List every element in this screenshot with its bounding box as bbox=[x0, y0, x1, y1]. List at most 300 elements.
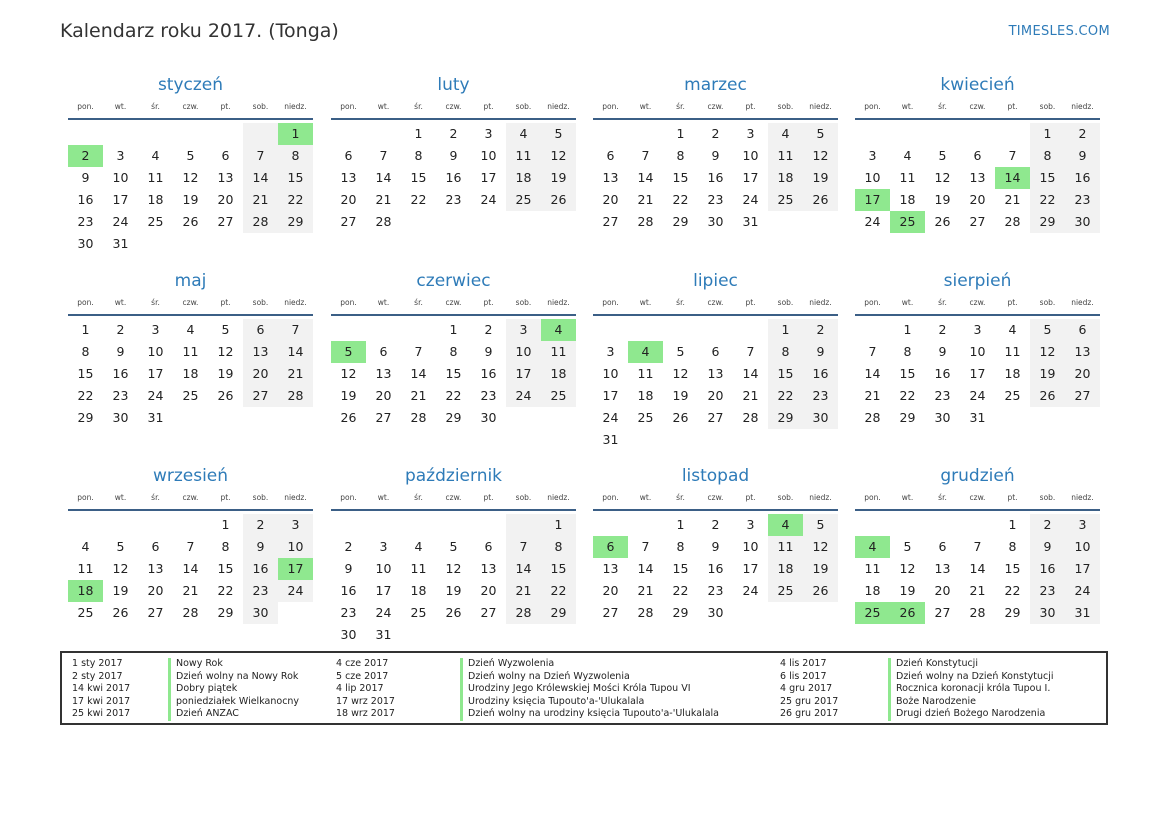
day-cell: 6 bbox=[151, 539, 160, 554]
weekday-header bbox=[593, 99, 838, 115]
day-cell: 29 bbox=[217, 605, 234, 620]
day-cell: 23 bbox=[934, 388, 951, 403]
weekday-label: sob. bbox=[252, 493, 269, 502]
empty-cell bbox=[768, 429, 803, 451]
weekday-label: pt. bbox=[745, 102, 756, 111]
legend-holiday-name: Dzień wolny na Dzień Wyzwolenia bbox=[460, 671, 719, 684]
day-cell: 19 bbox=[672, 388, 689, 403]
day-cell: 11 bbox=[864, 561, 881, 576]
legend-names-col-1 bbox=[168, 658, 299, 721]
day-cell: 31 bbox=[1065, 602, 1100, 624]
month-3 bbox=[593, 73, 838, 233]
day-cell: 27 bbox=[480, 605, 497, 620]
day-cell: 28 bbox=[1004, 214, 1021, 229]
day-cell: 3 bbox=[1065, 514, 1100, 536]
day-cell: 30 bbox=[77, 236, 94, 251]
holiday-day-cell: 2 bbox=[68, 145, 103, 167]
weekday-header bbox=[593, 295, 838, 311]
empty-cell bbox=[1030, 407, 1065, 429]
day-cell: 14 bbox=[278, 341, 313, 363]
day-cell: 24 bbox=[742, 583, 759, 598]
day-cell: 1 bbox=[1008, 517, 1017, 532]
day-cell: 17 bbox=[480, 170, 497, 185]
empty-cell bbox=[436, 624, 471, 646]
empty-cell bbox=[366, 123, 401, 145]
day-cell: 24 bbox=[480, 192, 497, 207]
day-cell: 8 bbox=[81, 344, 90, 359]
day-cell: 22 bbox=[77, 388, 94, 403]
empty-cell bbox=[628, 429, 663, 451]
day-cell: 21 bbox=[1004, 192, 1021, 207]
empty-cell bbox=[593, 514, 628, 536]
day-cell: 19 bbox=[1030, 363, 1065, 385]
day-cell: 13 bbox=[243, 341, 278, 363]
day-cell: 23 bbox=[112, 388, 129, 403]
day-cell: 11 bbox=[506, 145, 541, 167]
day-cell: 17 bbox=[506, 363, 541, 385]
day-cell: 18 bbox=[147, 192, 164, 207]
legend-holiday-name: Urodziny Jego Królewskiej Mości Króla Tupou VI bbox=[460, 683, 719, 696]
empty-cell bbox=[855, 514, 890, 536]
day-cell: 20 bbox=[217, 192, 234, 207]
weekday-header bbox=[68, 295, 313, 311]
day-cell: 10 bbox=[375, 561, 392, 576]
day-cell: 4 bbox=[81, 539, 90, 554]
day-cell: 9 bbox=[1030, 536, 1065, 558]
weekday-label: czw. bbox=[707, 298, 724, 307]
day-cell: 30 bbox=[1065, 211, 1100, 233]
brand-link[interactable]: TIMESLES.COM bbox=[1008, 24, 1110, 39]
day-cell: 18 bbox=[899, 192, 916, 207]
day-cell: 13 bbox=[147, 561, 164, 576]
empty-cell bbox=[541, 624, 576, 646]
day-cell: 30 bbox=[243, 602, 278, 624]
day-cell: 8 bbox=[903, 344, 912, 359]
day-cell: 5 bbox=[676, 344, 685, 359]
day-cell: 3 bbox=[278, 514, 313, 536]
day-cell: 9 bbox=[484, 344, 493, 359]
month-divider bbox=[331, 314, 576, 316]
day-cell: 10 bbox=[506, 341, 541, 363]
month-title: wrzesień bbox=[152, 466, 229, 486]
weekday-label: pon. bbox=[864, 493, 881, 502]
day-cell: 4 bbox=[414, 539, 423, 554]
weekday-label: czw. bbox=[182, 493, 199, 502]
day-cell: 29 bbox=[672, 605, 689, 620]
weekday-label: niedz. bbox=[284, 493, 307, 502]
day-cell: 9 bbox=[711, 148, 720, 163]
day-cell: 15 bbox=[768, 363, 803, 385]
empty-cell bbox=[173, 514, 208, 536]
day-cell: 30 bbox=[707, 214, 724, 229]
weekday-label: śr. bbox=[151, 102, 160, 111]
month-title: lipiec bbox=[693, 271, 738, 291]
day-grid bbox=[855, 514, 1100, 624]
legend-date: 17 wrz 2017 bbox=[336, 695, 395, 707]
day-cell: 5 bbox=[116, 539, 125, 554]
day-cell: 28 bbox=[637, 605, 654, 620]
day-cell: 20 bbox=[602, 192, 619, 207]
day-cell: 24 bbox=[112, 214, 129, 229]
day-cell: 5 bbox=[803, 514, 838, 536]
weekday-label: pon. bbox=[602, 298, 619, 307]
day-cell: 5 bbox=[903, 539, 912, 554]
day-cell: 16 bbox=[803, 363, 838, 385]
month-divider bbox=[593, 509, 838, 511]
day-cell: 2 bbox=[711, 517, 720, 532]
empty-cell bbox=[733, 319, 768, 341]
holiday-day-cell: 4 bbox=[768, 514, 803, 536]
day-grid bbox=[68, 123, 313, 255]
holiday-day-cell: 14 bbox=[995, 167, 1030, 189]
day-cell: 12 bbox=[803, 145, 838, 167]
day-cell: 17 bbox=[742, 170, 759, 185]
legend-holiday-name: Dzień wolny na urodziny księcia Tupouto'a-'Ulukalala bbox=[460, 708, 719, 721]
day-cell: 6 bbox=[973, 148, 982, 163]
day-cell: 5 bbox=[1030, 319, 1065, 341]
day-cell: 7 bbox=[641, 539, 650, 554]
day-cell: 29 bbox=[899, 410, 916, 425]
day-cell: 16 bbox=[1030, 558, 1065, 580]
day-cell: 27 bbox=[969, 214, 986, 229]
day-cell: 7 bbox=[506, 536, 541, 558]
empty-cell bbox=[890, 123, 925, 145]
day-cell: 15 bbox=[410, 170, 427, 185]
legend-date: 4 gru 2017 bbox=[780, 683, 833, 695]
legend-dates-col-1 bbox=[72, 658, 130, 721]
weekday-label: wt. bbox=[114, 298, 127, 307]
weekday-label: wt. bbox=[639, 298, 652, 307]
day-cell: 5 bbox=[449, 539, 458, 554]
empty-cell bbox=[1065, 407, 1100, 429]
day-cell: 21 bbox=[182, 583, 199, 598]
empty-cell bbox=[506, 624, 541, 646]
day-cell: 1 bbox=[903, 322, 912, 337]
day-grid bbox=[68, 514, 313, 624]
legend-date: 6 lis 2017 bbox=[780, 670, 827, 682]
day-cell: 28 bbox=[742, 410, 759, 425]
weekday-label: czw. bbox=[182, 298, 199, 307]
day-cell: 18 bbox=[768, 167, 803, 189]
day-cell: 20 bbox=[243, 363, 278, 385]
weekday-label: sob. bbox=[1039, 493, 1056, 502]
page-title: Kalendarz roku 2017. (Tonga) bbox=[60, 20, 339, 42]
weekday-label: śr. bbox=[676, 102, 685, 111]
day-cell: 6 bbox=[243, 319, 278, 341]
day-cell: 1 bbox=[676, 126, 685, 141]
month-divider bbox=[855, 314, 1100, 316]
day-cell: 30 bbox=[803, 407, 838, 429]
day-cell: 18 bbox=[182, 366, 199, 381]
day-cell: 18 bbox=[541, 363, 576, 385]
legend-date: 17 kwi 2017 bbox=[72, 695, 131, 707]
day-cell: 13 bbox=[934, 561, 951, 576]
legend-holiday-name: Urodziny księcia Tupouto'a-'Ulukalala bbox=[460, 696, 719, 709]
day-cell: 25 bbox=[147, 214, 164, 229]
day-cell: 10 bbox=[742, 148, 759, 163]
weekday-label: czw. bbox=[707, 102, 724, 111]
day-cell: 23 bbox=[77, 214, 94, 229]
holiday-day-cell: 17 bbox=[855, 189, 890, 211]
day-cell: 29 bbox=[1030, 211, 1065, 233]
day-cell: 20 bbox=[375, 388, 392, 403]
empty-cell bbox=[698, 429, 733, 451]
day-cell: 2 bbox=[484, 322, 493, 337]
day-cell: 25 bbox=[182, 388, 199, 403]
empty-cell bbox=[803, 602, 838, 624]
day-cell: 17 bbox=[969, 366, 986, 381]
day-cell: 28 bbox=[864, 410, 881, 425]
legend-date: 5 cze 2017 bbox=[336, 670, 389, 682]
empty-cell bbox=[366, 514, 401, 536]
day-cell: 8 bbox=[1030, 145, 1065, 167]
weekday-header bbox=[855, 490, 1100, 506]
day-cell: 6 bbox=[606, 148, 615, 163]
month-divider bbox=[68, 314, 313, 316]
month-title: styczeń bbox=[157, 75, 224, 95]
day-cell: 2 bbox=[711, 126, 720, 141]
empty-cell bbox=[855, 123, 890, 145]
legend-holiday-name: Drugi dzień Bożego Narodzenia bbox=[888, 708, 1054, 721]
day-cell: 3 bbox=[151, 322, 160, 337]
weekday-label: niedz. bbox=[547, 493, 570, 502]
day-cell: 7 bbox=[414, 344, 423, 359]
day-cell: 26 bbox=[1030, 385, 1065, 407]
weekday-label: pt. bbox=[745, 298, 756, 307]
day-cell: 30 bbox=[112, 410, 129, 425]
day-cell: 28 bbox=[506, 602, 541, 624]
month-12 bbox=[855, 464, 1100, 624]
weekday-label: śr. bbox=[414, 493, 423, 502]
day-cell: 25 bbox=[506, 189, 541, 211]
day-cell: 2 bbox=[243, 514, 278, 536]
day-cell: 2 bbox=[938, 322, 947, 337]
weekday-label: niedz. bbox=[1071, 493, 1094, 502]
day-cell: 7 bbox=[1008, 148, 1017, 163]
weekday-header bbox=[331, 295, 576, 311]
weekday-label: niedz. bbox=[284, 298, 307, 307]
weekday-label: pt. bbox=[220, 493, 231, 502]
month-8 bbox=[855, 269, 1100, 429]
weekday-label: wt. bbox=[114, 493, 127, 502]
empty-cell bbox=[768, 602, 803, 624]
day-cell: 21 bbox=[864, 388, 881, 403]
day-cell: 2 bbox=[116, 322, 125, 337]
day-cell: 1 bbox=[414, 126, 423, 141]
empty-cell bbox=[663, 429, 698, 451]
day-cell: 22 bbox=[445, 388, 462, 403]
day-cell: 24 bbox=[147, 388, 164, 403]
day-cell: 23 bbox=[243, 580, 278, 602]
month-4 bbox=[855, 73, 1100, 233]
weekday-label: pt. bbox=[483, 298, 494, 307]
day-cell: 7 bbox=[641, 148, 650, 163]
empty-cell bbox=[925, 123, 960, 145]
day-cell: 3 bbox=[746, 126, 755, 141]
empty-cell bbox=[138, 123, 173, 145]
day-cell: 21 bbox=[278, 363, 313, 385]
day-cell: 30 bbox=[707, 605, 724, 620]
day-cell: 30 bbox=[340, 627, 357, 642]
weekday-label: wt. bbox=[377, 493, 390, 502]
legend-holiday-name: Rocznica koronacji króla Tupou I. bbox=[888, 683, 1054, 696]
day-cell: 19 bbox=[340, 388, 357, 403]
weekday-label: śr. bbox=[414, 298, 423, 307]
day-cell: 26 bbox=[541, 189, 576, 211]
day-cell: 19 bbox=[899, 583, 916, 598]
day-cell: 6 bbox=[344, 148, 353, 163]
month-divider bbox=[331, 509, 576, 511]
weekday-label: sob. bbox=[1039, 298, 1056, 307]
day-cell: 21 bbox=[742, 388, 759, 403]
day-cell: 17 bbox=[1065, 558, 1100, 580]
day-cell: 23 bbox=[707, 583, 724, 598]
weekday-label: czw. bbox=[969, 298, 986, 307]
day-grid bbox=[855, 123, 1100, 233]
empty-cell bbox=[593, 123, 628, 145]
empty-cell bbox=[243, 407, 278, 429]
day-grid bbox=[68, 319, 313, 429]
day-cell: 8 bbox=[676, 539, 685, 554]
weekday-label: pt. bbox=[745, 493, 756, 502]
day-grid bbox=[593, 123, 838, 233]
month-title: sierpień bbox=[943, 271, 1012, 291]
day-cell: 20 bbox=[480, 583, 497, 598]
holiday-day-cell: 18 bbox=[68, 580, 103, 602]
day-cell: 14 bbox=[969, 561, 986, 576]
day-cell: 26 bbox=[112, 605, 129, 620]
month-divider bbox=[593, 118, 838, 120]
day-cell: 3 bbox=[606, 344, 615, 359]
day-cell: 8 bbox=[221, 539, 230, 554]
empty-cell bbox=[243, 233, 278, 255]
day-cell: 19 bbox=[803, 167, 838, 189]
day-cell: 9 bbox=[344, 561, 353, 576]
weekday-label: śr. bbox=[151, 298, 160, 307]
weekday-label: sob. bbox=[777, 493, 794, 502]
day-grid bbox=[331, 123, 576, 233]
weekday-header bbox=[68, 490, 313, 506]
empty-cell bbox=[138, 233, 173, 255]
day-cell: 25 bbox=[77, 605, 94, 620]
empty-cell bbox=[68, 514, 103, 536]
day-cell: 25 bbox=[410, 605, 427, 620]
month-divider bbox=[68, 509, 313, 511]
day-cell: 11 bbox=[182, 344, 199, 359]
weekday-label: wt. bbox=[377, 102, 390, 111]
month-title: październik bbox=[404, 466, 503, 486]
month-1 bbox=[68, 73, 313, 255]
day-cell: 22 bbox=[278, 189, 313, 211]
weekday-label: pt. bbox=[1007, 102, 1018, 111]
day-cell: 28 bbox=[410, 410, 427, 425]
empty-cell bbox=[960, 123, 995, 145]
day-cell: 23 bbox=[480, 388, 497, 403]
day-cell: 1 bbox=[541, 514, 576, 536]
day-cell: 13 bbox=[707, 366, 724, 381]
day-cell: 20 bbox=[707, 388, 724, 403]
holiday-day-cell: 25 bbox=[890, 211, 925, 233]
weekday-label: pt. bbox=[483, 102, 494, 111]
day-cell: 21 bbox=[243, 189, 278, 211]
weekday-label: śr. bbox=[676, 493, 685, 502]
weekday-label: pon. bbox=[340, 493, 357, 502]
day-cell: 18 bbox=[637, 388, 654, 403]
day-cell: 7 bbox=[278, 319, 313, 341]
weekday-label: niedz. bbox=[547, 298, 570, 307]
weekday-label: sob. bbox=[515, 298, 532, 307]
empty-cell bbox=[663, 319, 698, 341]
day-cell: 31 bbox=[112, 236, 129, 251]
day-cell: 13 bbox=[480, 561, 497, 576]
day-cell: 8 bbox=[676, 148, 685, 163]
day-cell: 27 bbox=[375, 410, 392, 425]
empty-cell bbox=[278, 602, 313, 624]
day-cell: 16 bbox=[445, 170, 462, 185]
day-cell: 25 bbox=[1004, 388, 1021, 403]
day-cell: 22 bbox=[1030, 189, 1065, 211]
day-cell: 10 bbox=[864, 170, 881, 185]
weekday-label: niedz. bbox=[284, 102, 307, 111]
day-cell: 12 bbox=[182, 170, 199, 185]
weekday-label: sob. bbox=[252, 102, 269, 111]
day-cell: 26 bbox=[445, 605, 462, 620]
day-cell: 17 bbox=[147, 366, 164, 381]
legend-holiday-name: Boże Narodzenie bbox=[888, 696, 1054, 709]
day-cell: 10 bbox=[1065, 536, 1100, 558]
weekday-label: sob. bbox=[252, 298, 269, 307]
day-cell: 4 bbox=[186, 322, 195, 337]
empty-cell bbox=[436, 514, 471, 536]
day-cell: 9 bbox=[243, 536, 278, 558]
day-cell: 23 bbox=[803, 385, 838, 407]
weekday-label: pon. bbox=[602, 493, 619, 502]
day-grid bbox=[855, 319, 1100, 429]
day-cell: 15 bbox=[899, 366, 916, 381]
holiday-day-cell: 6 bbox=[593, 536, 628, 558]
legend-names-col-3 bbox=[888, 658, 1054, 721]
day-cell: 18 bbox=[1004, 366, 1021, 381]
month-5 bbox=[68, 269, 313, 429]
day-cell: 14 bbox=[864, 366, 881, 381]
day-cell: 25 bbox=[541, 385, 576, 407]
month-7 bbox=[593, 269, 838, 451]
day-cell: 7 bbox=[243, 145, 278, 167]
empty-cell bbox=[960, 514, 995, 536]
empty-cell bbox=[995, 123, 1030, 145]
day-cell: 28 bbox=[278, 385, 313, 407]
day-cell: 7 bbox=[746, 344, 755, 359]
empty-cell bbox=[925, 514, 960, 536]
empty-cell bbox=[541, 407, 576, 429]
day-cell: 21 bbox=[375, 192, 392, 207]
weekday-label: wt. bbox=[114, 102, 127, 111]
day-cell: 26 bbox=[803, 189, 838, 211]
legend-holiday-name: Dzień wolny na Nowy Rok bbox=[168, 671, 299, 684]
holiday-day-cell: 26 bbox=[890, 602, 925, 624]
day-cell: 16 bbox=[480, 366, 497, 381]
day-cell: 3 bbox=[746, 517, 755, 532]
day-cell: 8 bbox=[541, 536, 576, 558]
day-cell: 27 bbox=[243, 385, 278, 407]
weekday-label: śr. bbox=[414, 102, 423, 111]
empty-cell bbox=[506, 211, 541, 233]
month-10 bbox=[331, 464, 576, 646]
day-cell: 10 bbox=[112, 170, 129, 185]
holiday-day-cell: 25 bbox=[855, 602, 890, 624]
month-divider bbox=[593, 314, 838, 316]
day-cell: 9 bbox=[938, 344, 947, 359]
